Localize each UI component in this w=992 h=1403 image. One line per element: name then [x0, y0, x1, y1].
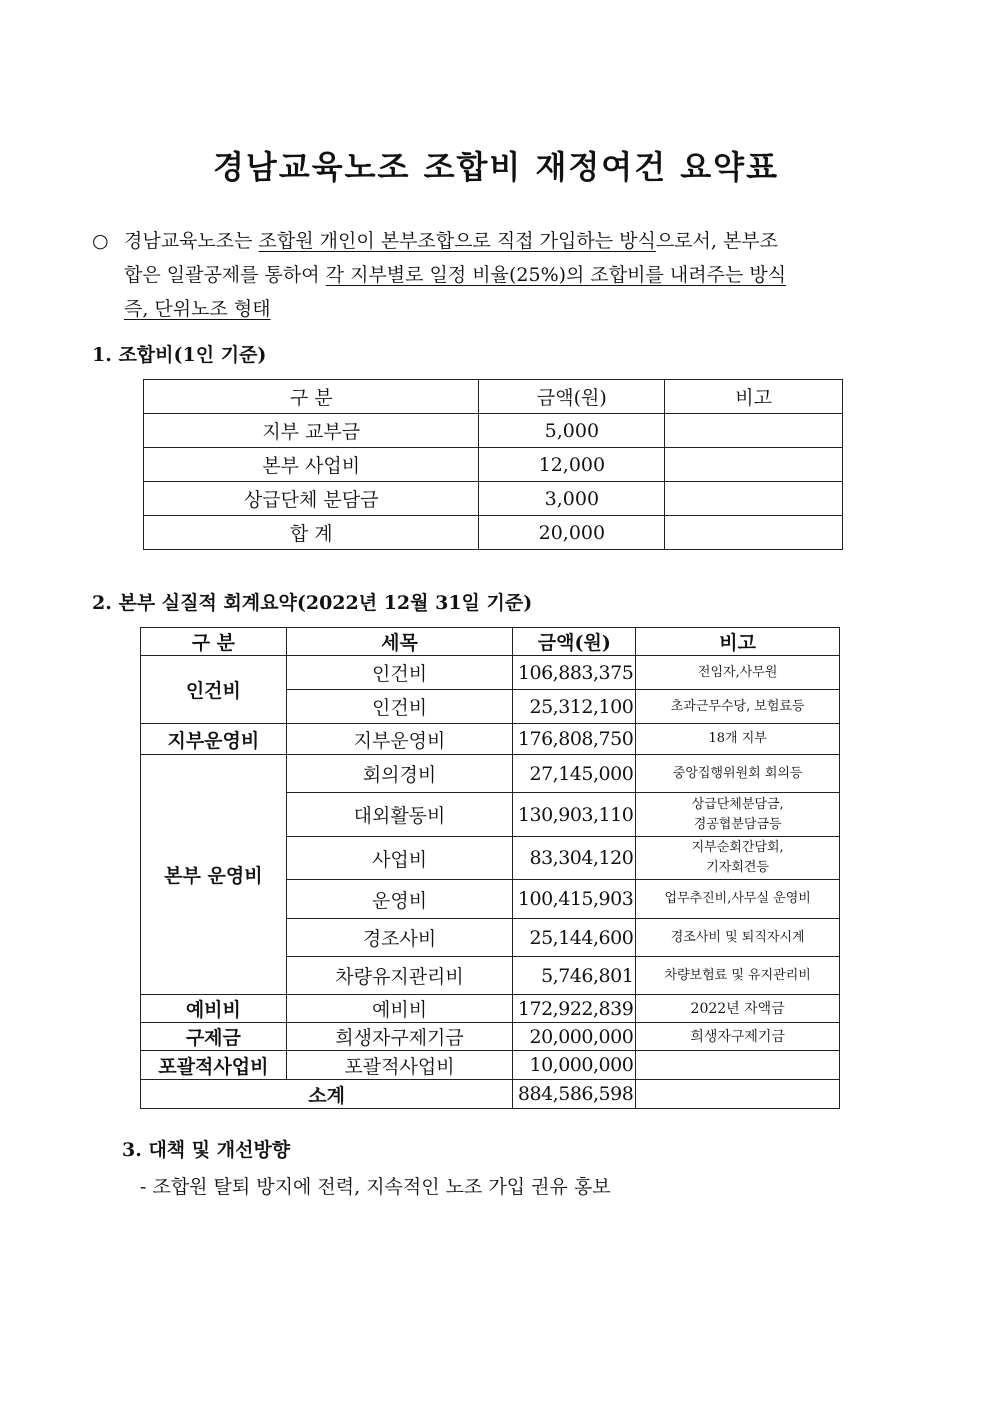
table-row [141, 656, 840, 690]
row-label: 합 계 [144, 516, 479, 550]
table-row [144, 482, 843, 516]
row-amount: 5,746,801 [513, 957, 636, 995]
total-label: 소계 [141, 1080, 513, 1109]
row-label: 상급단체 분담금 [144, 482, 479, 516]
total-row [144, 516, 843, 550]
row-item: 회의경비 [286, 755, 513, 793]
table-row [141, 995, 840, 1023]
row-note: 희생자구제기금 [636, 1023, 840, 1051]
row-amount: 27,145,000 [513, 755, 636, 793]
row-amount: 3,000 [479, 482, 665, 516]
row-amount: 25,312,100 [513, 690, 636, 724]
group-label: 본부 운영비 [141, 755, 287, 995]
header-note: 비고 [636, 628, 840, 656]
row-amount: 20,000 [479, 516, 665, 550]
row-amount: 176,808,750 [513, 724, 636, 755]
page-title: 경남교육노조 조합비 재정여건 요약표 [212, 148, 779, 186]
row-amount: 5,000 [479, 414, 665, 448]
table-row [141, 1023, 840, 1051]
total-row [141, 1080, 840, 1109]
row-amount: 83,304,120 [513, 837, 636, 880]
row-note: 차량보험료 및 유지관리비 [636, 957, 840, 995]
row-item: 운영비 [286, 880, 513, 919]
header-category: 구 분 [141, 628, 287, 656]
row-item: 지부운영비 [286, 724, 513, 755]
table-row [141, 724, 840, 755]
row-note [665, 516, 843, 550]
row-amount: 10,000,000 [513, 1051, 636, 1080]
row-amount: 172,922,839 [513, 995, 636, 1023]
row-note [665, 414, 843, 448]
row-note: 18개 지부 [636, 724, 840, 755]
row-note [665, 482, 843, 516]
intro-line-2: 합은 일괄공제를 통하여 각 지부별로 일정 비율(25%)의 조합비를 내려주는 방식 [124, 264, 787, 286]
group-label: 인건비 [141, 656, 287, 724]
section2-heading: 2. 본부 실질적 회계요약(2022년 12월 31일 기준) [92, 592, 533, 614]
row-amount: 25,144,600 [513, 919, 636, 957]
row-item: 사업비 [286, 837, 513, 880]
group-label: 포괄적사업비 [141, 1051, 287, 1080]
header-item: 세목 [286, 628, 513, 656]
row-amount: 100,415,903 [513, 880, 636, 919]
row-item: 포괄적사업비 [286, 1051, 513, 1080]
row-note [636, 1051, 840, 1080]
header-category: 구 분 [144, 380, 479, 414]
row-item: 인건비 [286, 656, 513, 690]
row-note: 경조사비 및 퇴직자시계 [636, 919, 840, 957]
row-label: 본부 사업비 [144, 448, 479, 482]
group-label: 예비비 [141, 995, 287, 1023]
table-row [141, 755, 840, 793]
row-note: 업무추진비,사무실 운영비 [636, 880, 840, 919]
dues-table [143, 379, 843, 550]
intro-line-1: 경남교육노조는 조합원 개인이 본부조합으로 직접 가입하는 방식으로서, 본부조 [124, 230, 779, 252]
row-amount: 130,903,110 [513, 793, 636, 837]
header-amount: 금액(원) [513, 628, 636, 656]
section3-heading: 3. 대책 및 개선방향 [122, 1139, 291, 1161]
table-row [144, 448, 843, 482]
header-note: 비고 [665, 380, 843, 414]
total-note [636, 1080, 840, 1109]
row-note: 지부순회간담회, 기자회견등 [636, 837, 840, 880]
section3-item: - 조합원 탈퇴 방지에 전력, 지속적인 노조 가입 권유 홍보 [140, 1176, 611, 1198]
row-note: 상급단체분담금, 경공협분담금등 [636, 793, 840, 837]
row-item: 차량유지관리비 [286, 957, 513, 995]
table-row [144, 414, 843, 448]
total-amount: 884,586,598 [513, 1080, 636, 1109]
row-note [665, 448, 843, 482]
row-amount: 106,883,375 [513, 656, 636, 690]
row-note: 전임자,사무원 [636, 656, 840, 690]
row-item: 경조사비 [286, 919, 513, 957]
row-item: 희생자구제기금 [286, 1023, 513, 1051]
row-item: 예비비 [286, 995, 513, 1023]
section1-heading: 1. 조합비(1인 기준) [92, 344, 267, 366]
row-label: 지부 교부금 [144, 414, 479, 448]
intro-line-3: 즉, 단위노조 형태 [124, 298, 271, 320]
row-item: 대외활동비 [286, 793, 513, 837]
row-amount: 20,000,000 [513, 1023, 636, 1051]
row-item: 인건비 [286, 690, 513, 724]
header-amount: 금액(원) [479, 380, 665, 414]
group-label: 구제금 [141, 1023, 287, 1051]
row-amount: 12,000 [479, 448, 665, 482]
row-note: 초과근무수당, 보험료등 [636, 690, 840, 724]
table-row [141, 1051, 840, 1080]
row-note: 2022년 자액금 [636, 995, 840, 1023]
group-label: 지부운영비 [141, 724, 287, 755]
accounting-table [140, 627, 840, 1109]
row-note: 중앙집행위원회 회의등 [636, 755, 840, 793]
circle-bullet-icon: ○ [92, 230, 109, 252]
